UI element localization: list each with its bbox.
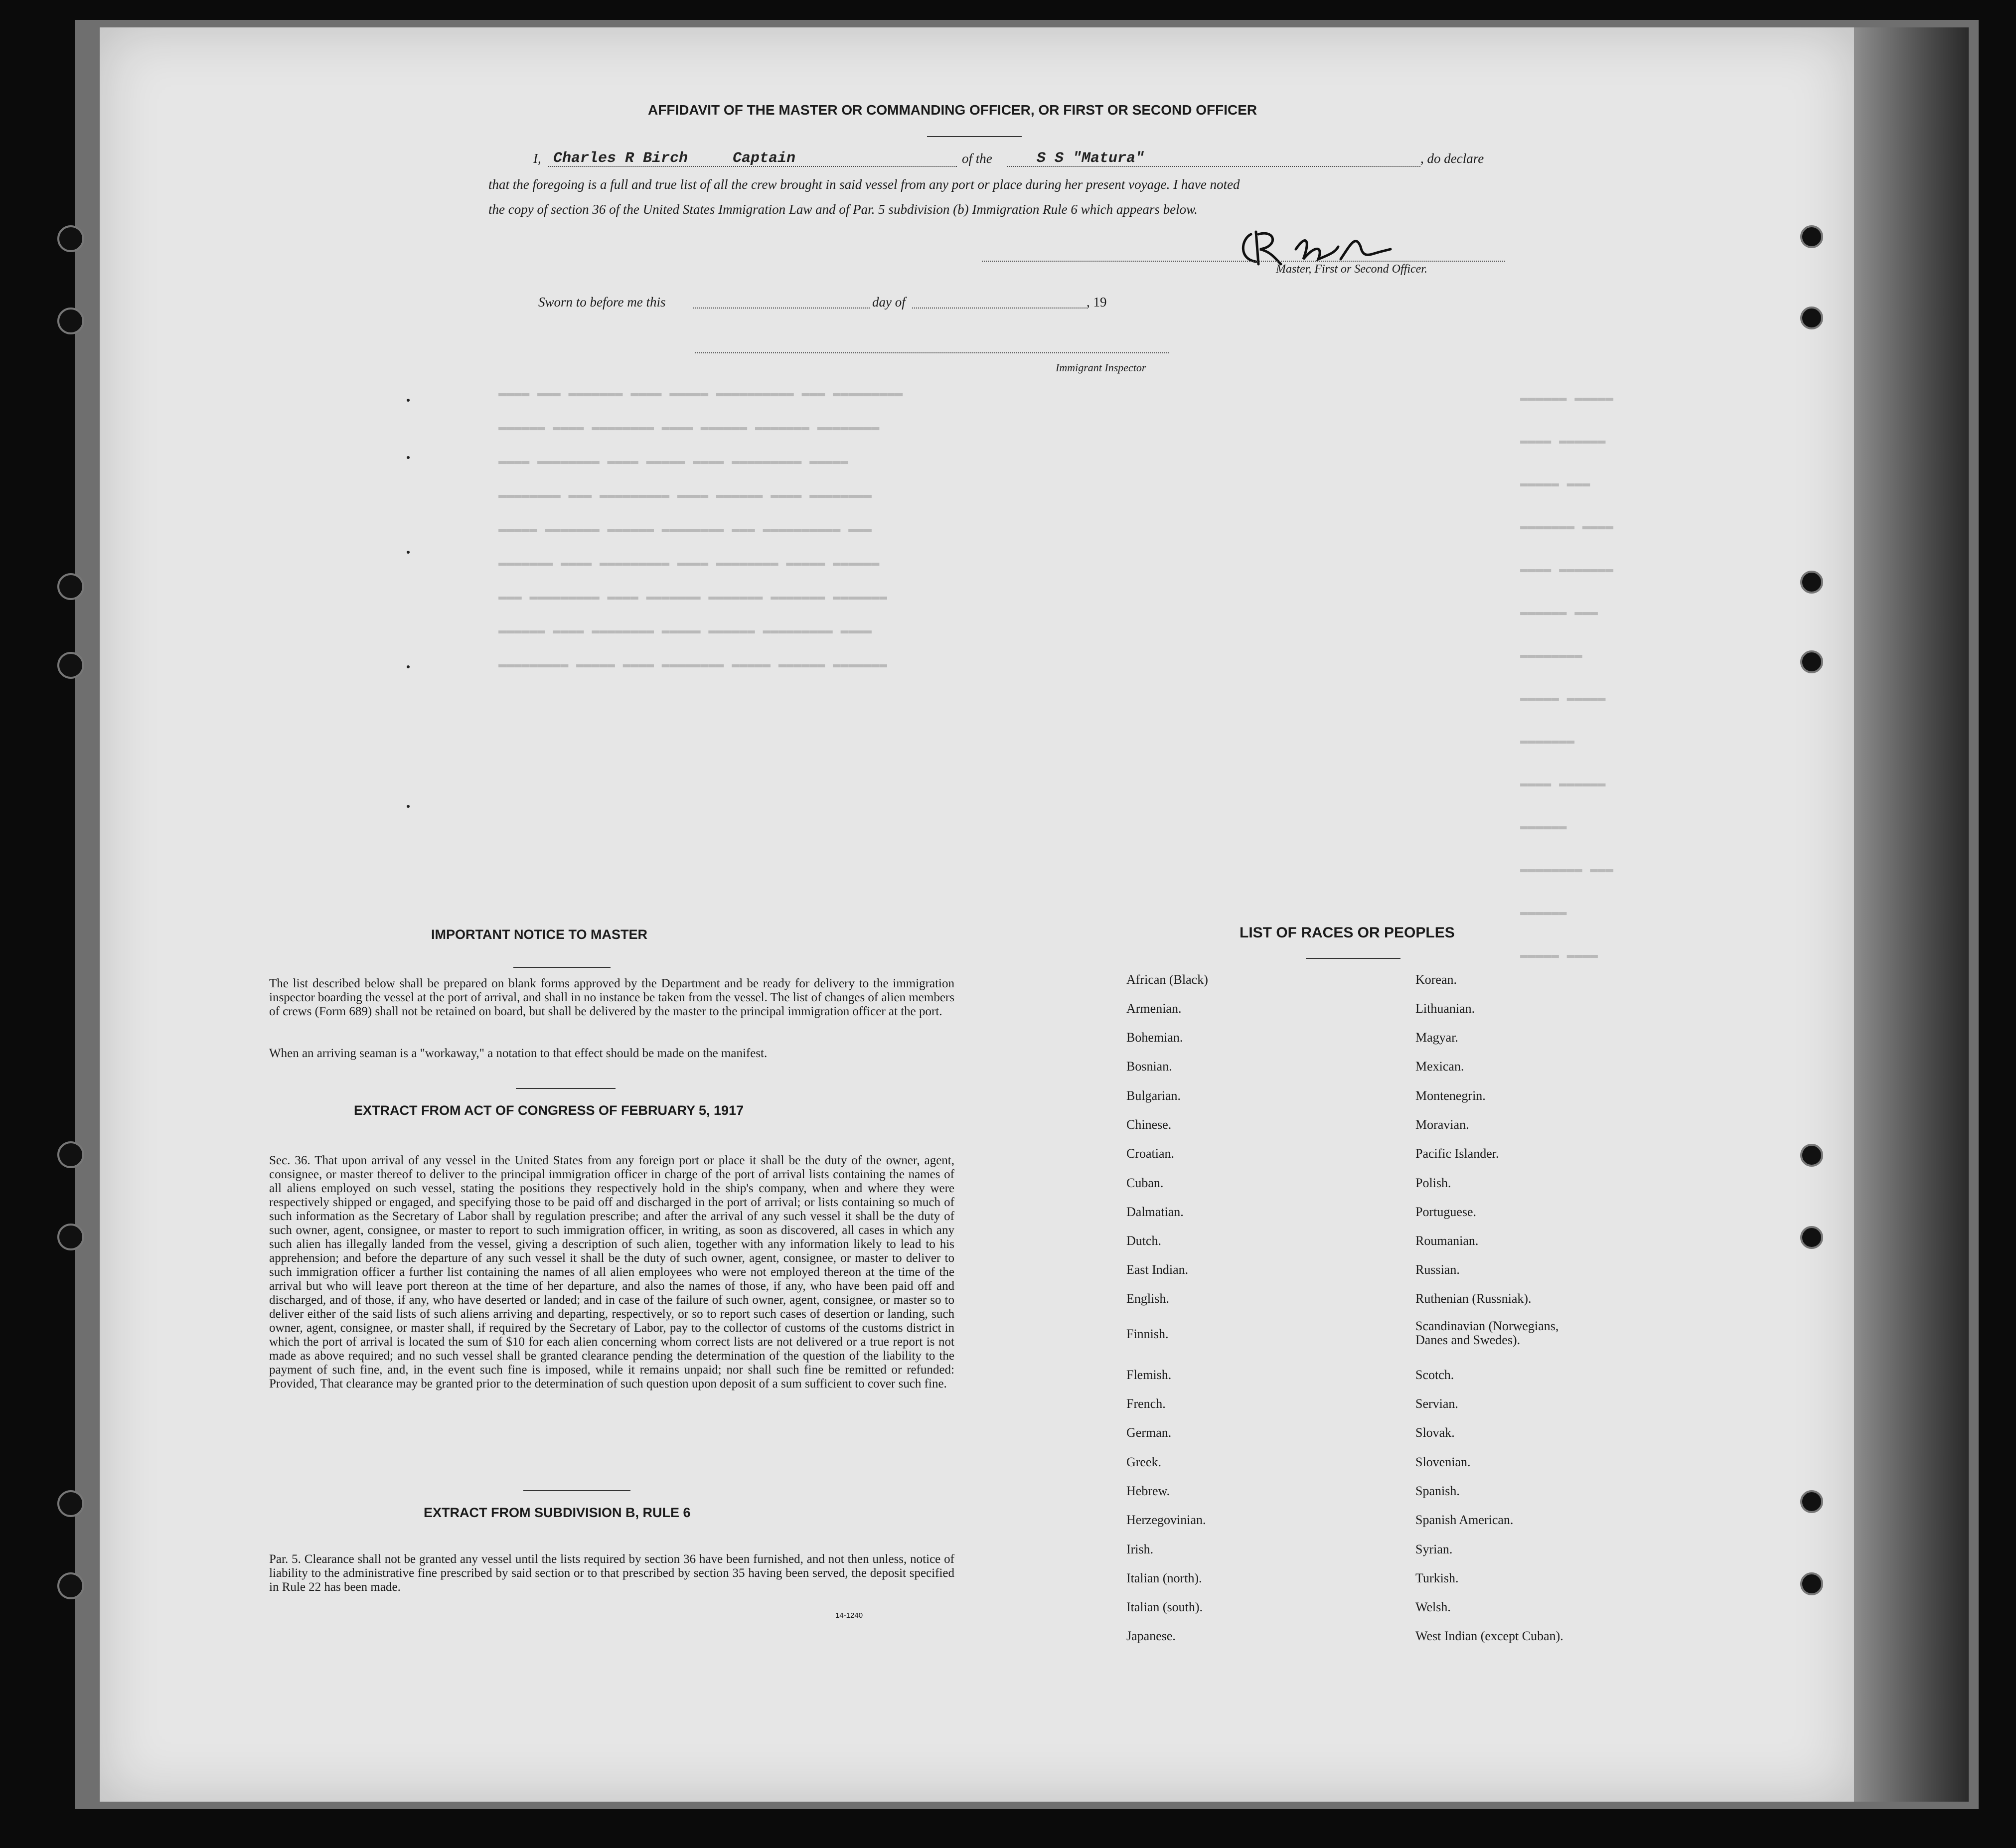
binder-hole [57,1224,84,1250]
rule-heading: EXTRACT FROM SUBDIVISION B, RULE 6 [424,1505,691,1520]
binder-hole [1800,225,1823,248]
act-body: Sec. 36. That upon arrival of any vessel in the United States from any foreign port or place it shall be the duty of the owner, agent, consignee, or master thereof to deliver to the principal immigration officer in charge of the port of arrival lists containing the names of all aliens employed on such vessel, stating the positions they respectively hold in the ship's company, when and where they were respectively shipped or engaged, and specifying those to be paid off and discharged in the port of arrival; or lists containing so much of such information as the Secretary of Labor shall by regulation prescribe; and after the arrival of any such vessel it shall be the duty of such owner, agent, consignee, or master to report to such immigration officer, in writing, as soon as discovered, all cases in which any such alien has illegally landed from the vessel, giving a description of such alien, together with any information likely to lead to his apprehension; and before the departure of any such vessel it shall be the duty of such owner, agent, consignee, or master to deliver to such immigration officer a further list containing the names of all alien employees who were not employed thereon at the time of the arrival but who will leave port thereon at the time of her departure, and also the names of those, if any, who have been paid off and discharged, and of those, if any, who have deserted or landed; and in case of the failure of such owner, agent, consignee, or master so to deliver either of the said lists of such aliens arriving and departing, respectively, or so to report such cases of desertion or landing, such owner, agent, consignee, or master shall, if required by the Secretary of Labor, pay to the collector of customs of the customs district in which the port of arrival is located the sum of $10 for each alien concerning whom correct lists are not delivered or a true report is not made as above required; and no such vessel shall be granted clearance pending the determination of the question of the liability to the payment of such fine, and, in the event such fine is imposed, while it remains unpaid; nor shall such fine be remitted or refunded: Provided, That clearance may be granted prior to the determination of such question upon deposit of a sum sufficient to cover such fine. [269,1154,954,1390]
race-item: Spanish. [1415,1484,1460,1498]
binder-hole [1800,650,1823,673]
race-item: Cuban. [1126,1176,1164,1190]
race-item: Finnish. [1126,1327,1169,1341]
signature-blank [982,261,1505,262]
officer-name: Charles R Birch [553,150,688,167]
race-item: Bulgarian. [1126,1088,1181,1103]
race-item: Italian (south). [1126,1600,1203,1614]
race-item: Syrian. [1415,1542,1453,1556]
binder-hole [1800,1572,1823,1595]
of-the-label: of the [962,151,992,166]
bleed-through: ▬▬▬▬ ▬▬▬ ▬▬▬▬▬▬▬ ▬▬▬▬ ▬▬▬▬▬ ▬▬▬▬▬▬▬▬▬▬ ▬▬▬ ▬▬▬▬▬▬▬▬▬ ▬▬▬▬▬▬ ▬▬▬▬ ▬▬▬▬▬▬▬▬ ▬▬▬▬ ▬▬▬▬▬▬ ▬▬▬▬▬▬▬ ▬▬▬▬▬▬▬▬ ▬▬▬▬ ▬▬▬▬▬▬▬▬ ▬▬▬▬ ▬▬▬▬▬ ▬▬▬▬ ▬▬▬▬▬▬▬▬▬ ▬▬▬▬▬ ▬▬▬▬▬▬▬▬ ▬▬▬ ▬▬▬▬▬▬▬▬▬ ▬▬▬▬ ▬▬▬▬▬▬ ▬▬▬▬ ▬▬▬▬▬▬▬▬ ▬▬▬▬▬ ▬▬▬▬▬▬▬ ▬▬▬▬▬▬ ▬▬▬▬▬▬▬▬ ▬▬▬ ▬▬▬▬▬▬▬▬▬▬ ▬▬▬ ▬▬▬▬▬▬▬ ▬▬▬▬ ▬▬▬▬▬▬▬▬▬ ▬▬▬▬ ▬▬▬▬▬▬▬▬ ▬▬▬▬▬ ▬▬▬▬▬▬ ▬▬▬ ▬▬▬▬▬▬▬▬▬ ▬▬▬▬ ▬▬▬▬▬▬▬ ▬▬▬▬▬▬▬ ▬▬▬▬▬▬▬ ▬▬▬▬▬▬▬ ▬▬▬▬▬▬ ▬▬▬▬ ▬▬▬▬▬▬▬▬ ▬▬▬▬▬ ▬▬▬▬▬▬ ▬▬▬▬▬▬▬▬▬ ▬▬▬▬ ▬▬▬▬▬▬▬▬▬ ▬▬▬▬▬ ▬▬▬▬ ▬▬▬▬▬▬▬▬ ▬▬▬▬▬ ▬▬▬▬▬▬ ▬▬▬▬▬▬▬ [498,386,903,672]
race-item: Hebrew. [1126,1484,1170,1498]
declaration-line-3: the copy of section 36 of the United States Immigration Law and of Par. 5 subdivision (b) Immigration Rule 6 which appears below. [488,202,1198,217]
race-item: African (Black) [1126,972,1208,987]
do-declare-label: , do declare [1420,151,1484,166]
race-item: French. [1126,1396,1166,1411]
race-item: Magyar. [1415,1030,1458,1045]
prefix-i: I, [533,151,541,166]
race-item: Pacific Islander. [1415,1146,1499,1161]
races-heading: LIST OF RACES OR PEOPLES [1240,924,1455,941]
bleed-dot [407,665,410,668]
race-item: Herzegovinian. [1126,1513,1206,1527]
vessel-name: S S "Matura" [1037,150,1145,167]
race-item: Dalmatian. [1126,1205,1184,1219]
race-item: Bohemian. [1126,1030,1183,1045]
binder-hole [1800,1226,1823,1249]
race-item: Lithuanian. [1415,1001,1475,1016]
race-item: English. [1126,1291,1169,1306]
act-text [269,1154,954,1391]
race-item: Chinese. [1126,1117,1172,1132]
race-item: Korean. [1415,972,1457,987]
race-item: Greek. [1126,1455,1162,1469]
declaration-line-1 [533,151,1570,171]
race-item: Moravian. [1415,1117,1469,1132]
rule-heading-top-rule [523,1490,630,1491]
race-item: Scandinavian (Norwegians, Danes and Swedes). [1415,1319,1559,1347]
bleed-through-right: ▬▬▬▬▬▬ ▬▬▬▬▬ ▬▬▬▬ ▬▬▬▬▬▬ ▬▬▬▬▬ ▬▬▬ ▬▬▬▬▬▬▬ ▬▬▬▬ ▬▬▬▬ ▬▬▬▬▬▬▬ ▬▬▬▬▬▬ ▬▬▬ ▬▬▬▬▬▬▬▬ ▬▬▬▬▬ ▬▬▬▬▬ ▬▬▬▬▬▬▬ ▬▬▬▬ ▬▬▬▬▬▬ ▬▬▬▬▬▬ ▬▬▬▬▬▬▬▬ ▬▬▬ ▬▬▬▬▬▬ ▬▬▬▬▬ ▬▬▬▬ [1520,390,1614,962]
race-item: Polish. [1415,1176,1451,1190]
notice-text-1: The list described below shall be prepared on blank forms approved by the Department and be ready for delivery to the immigration inspector boarding the vessel at the port of arrival, and shall in no instance be taken from the vessel. The list of changes of alien members of crews (Form 689) shall not be retained on board, but shall be delivered by the master to the principal immigration officer at the port. [269,977,954,1018]
race-item: Ruthenian (Russniak). [1415,1291,1532,1306]
binder-hole [1800,571,1823,594]
binder-hole [57,1572,84,1599]
notice-heading: IMPORTANT NOTICE TO MASTER [431,927,647,942]
binder-hole [57,573,84,600]
bleed-dot [407,551,410,554]
race-item: West Indian (except Cuban). [1415,1629,1563,1643]
race-item: Bosnian. [1126,1059,1172,1074]
binder-hole [57,652,84,679]
binder-hole [1800,1490,1823,1513]
heading-rule [927,136,1022,137]
race-item: German. [1126,1425,1172,1440]
act-rule-top [516,1088,616,1089]
race-item: Japanese. [1126,1629,1176,1643]
rule-body: Par. 5. Clearance shall not be granted any vessel until the lists required by section 36 have been furnished, and not then unless, notice of liability to the administrative fine prescribed by said section or to that prescribed by section 35 having been served, the deposit specified in Rule 22 has been made. [269,1552,954,1594]
race-item: Croatian. [1126,1146,1175,1161]
officer-rank: Captain [733,150,796,167]
affidavit-heading: AFFIDAVIT OF THE MASTER OR COMMANDING OFFICER, OR FIRST OR SECOND OFFICER [648,102,1257,118]
race-item: Servian. [1415,1396,1458,1411]
race-item: East Indian. [1126,1262,1189,1277]
race-item: Russian. [1415,1262,1460,1277]
inspector-caption: Immigrant Inspector [1056,361,1146,374]
notice-rule [513,967,611,968]
notice-text-2: When an arriving seaman is a "workaway," a notation to that effect should be made on the manifest. [269,1047,768,1060]
declaration-line-2: that the foregoing is a full and true list of all the crew brought in said vessel from any port or place during her present voyage. I have noted [488,177,1240,192]
race-item: Flemish. [1126,1368,1172,1382]
race-item: Dutch. [1126,1233,1162,1248]
bleed-dot [407,399,410,402]
binder-hole [57,308,84,334]
race-item: Welsh. [1415,1600,1451,1614]
signature-caption: Master, First or Second Officer. [1276,263,1427,276]
vessel-blank [1007,166,1420,167]
inspector-blank [695,352,1169,353]
bleed-dot [407,805,410,808]
race-item: Scotch. [1415,1368,1454,1382]
binder-hole [57,1141,84,1168]
race-item: Roumanian. [1415,1233,1479,1248]
rule-text [269,1552,954,1594]
sworn-dayof: day of [872,295,906,309]
binder-hole [57,225,84,252]
sworn-year: , 19 [1086,295,1107,309]
races-rule [1306,958,1400,959]
race-item: Mexican. [1415,1059,1464,1074]
race-item: Turkish. [1415,1571,1459,1585]
binder-hole [1800,307,1823,329]
binder-hole [57,1490,84,1517]
act-heading: EXTRACT FROM ACT OF CONGRESS OF FEBRUARY 5, 1917 [354,1103,744,1118]
notice-paragraph-2 [269,1047,954,1061]
race-item: Slovak. [1415,1425,1455,1440]
bleed-dot [407,456,410,459]
race-item: Portuguese. [1415,1205,1477,1219]
name-blank [548,166,957,167]
race-item: Spanish American. [1415,1513,1514,1527]
manifest-page [100,27,1854,1802]
page-edge-shadow [1839,27,1969,1802]
binder-hole [1800,1144,1823,1167]
notice-paragraph-1 [269,977,954,1019]
race-item: Slovenian. [1415,1455,1471,1469]
sworn-prefix: Sworn to before me this [538,295,666,309]
race-item: Montenegrin. [1415,1088,1486,1103]
race-item: Armenian. [1126,1001,1182,1016]
form-number: 14-1240 [835,1611,863,1620]
race-item: Irish. [1126,1542,1154,1556]
race-item: Italian (north). [1126,1571,1202,1585]
